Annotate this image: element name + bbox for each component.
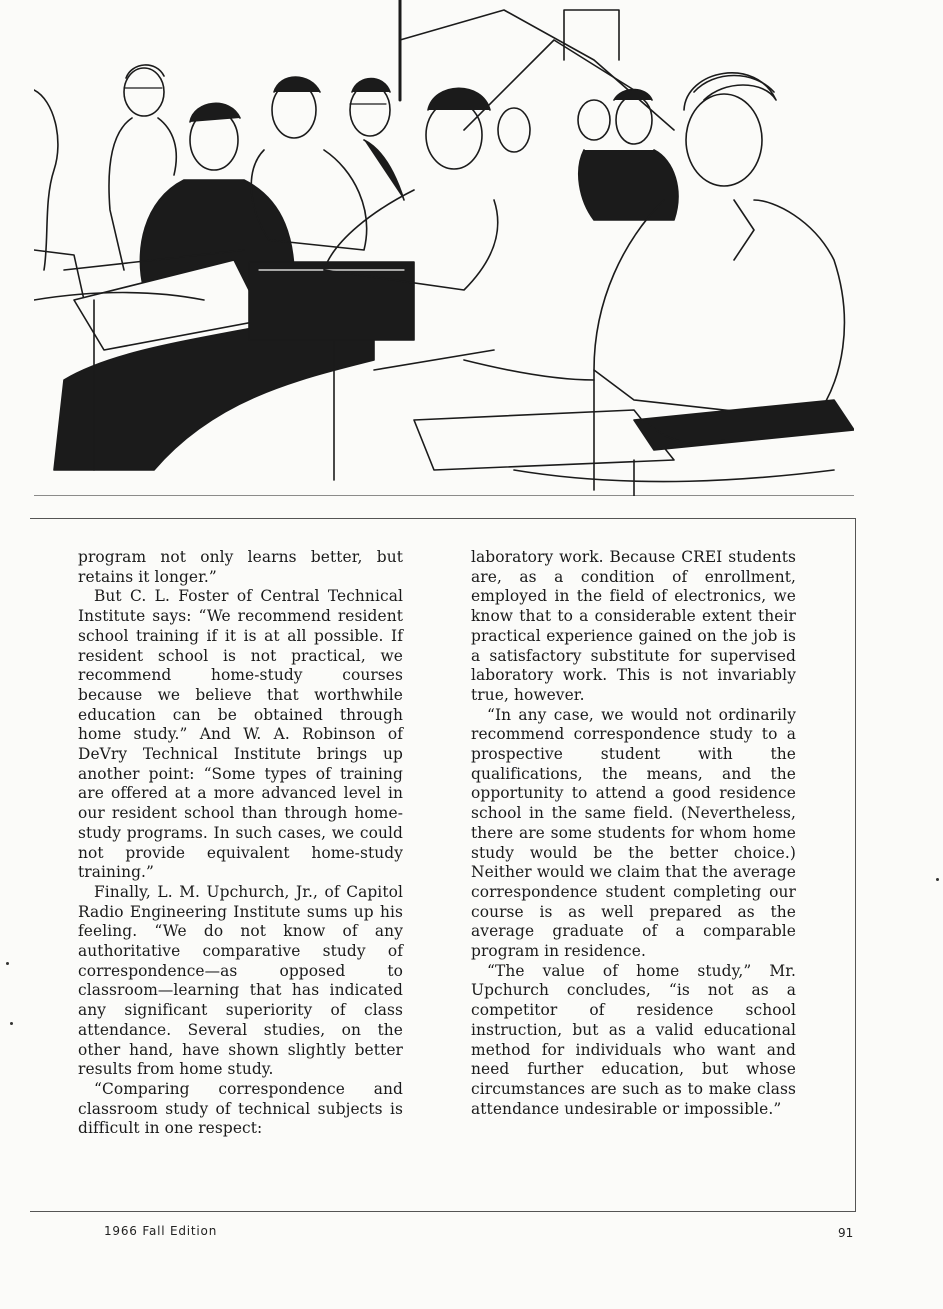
rule-right (855, 518, 856, 1212)
rule-top (30, 518, 856, 519)
edition-label: 1966 Fall Edition (104, 1224, 218, 1238)
paragraph: Finally, L. M. Upchurch, Jr., of Capitol Radio Engineering Institute sums up his feeling. “We do not know of any authoritative comparative study of correspondence—as opposed to classroom—learning that has indicated any significant superiority of class attendance. Several studies, on the other hand, have shown slightly better results from home study. (78, 882, 403, 1079)
rule-bottom (30, 1211, 856, 1212)
print-speck (6, 962, 9, 965)
page-number: 91 (838, 1226, 854, 1240)
print-speck (10, 1022, 13, 1025)
print-speck (936, 878, 939, 881)
paragraph: “In any case, we would not ordinarily recommend correspondence study to a prospective student with the qualifications, the means, and the opportunity to attend a good residence school in the same field. (Nevertheless, there are some students for whom home study would be the better choice.) Neither would we claim that the average correspondence student completing our course is as well prepared as the average graduate of a comparable program in residence. (471, 705, 796, 961)
paragraph: But C. L. Foster of Central Technical Institute says: “We recommend resident school training if it is at all possible. If resident school is not practical, we recommend home-study courses because we believe that worthwhile education can be obtained through home study.” And W. A. Robinson of DeVry Technical Institute brings up another point: “Some types of training are offered at a more advanced level in our resident school than through home-study programs. In such cases, we could not provide equivalent home-study training.” (78, 587, 403, 882)
students-drawing-icon (34, 0, 854, 496)
paragraph: “The value of home study,” Mr. Upchurch concludes, “is not as a competitor of residence school instruction, but as a valid educational method for individuals who want and need further education, but whose circumstances are such as to make class attendance undesirable or impossible.” (471, 961, 796, 1118)
right-column (471, 548, 796, 1119)
classroom-illustration (34, 0, 854, 496)
paragraph: laboratory work. Because CREI students are, as a condition of enrollment, employed in the field of electronics, we know that to a considerable extent their practical experience gained on the job is a satisfactory substitute for supervised laboratory work. This is not invariably true, however. (471, 548, 796, 704)
paragraph: “Comparing correspondence and classroom study of technical subjects is difficult in one respect: (78, 1079, 403, 1138)
left-column (78, 548, 403, 1139)
paragraph: program not only learns better, but retains it longer.” (78, 548, 403, 586)
